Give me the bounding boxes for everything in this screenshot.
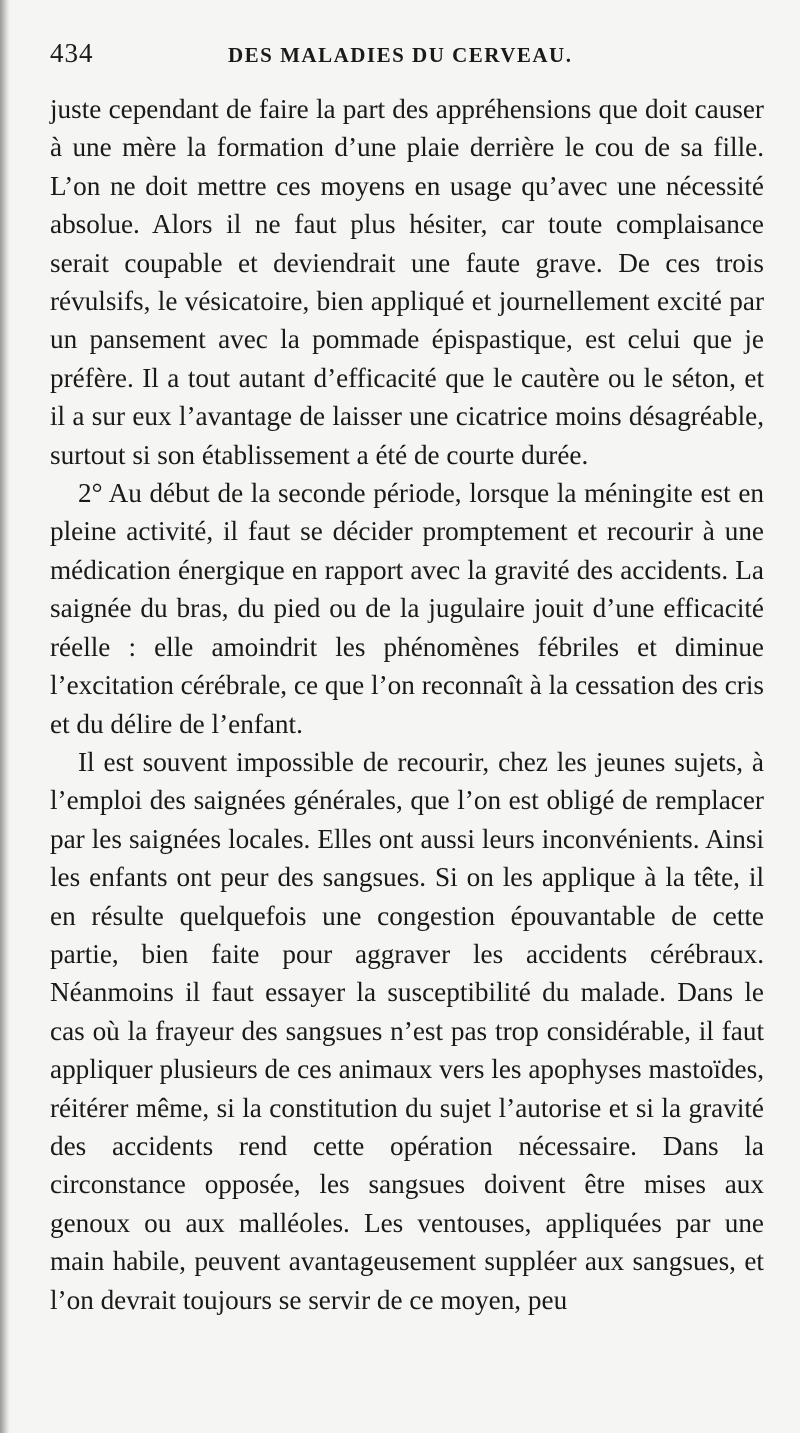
page-gutter-shadow bbox=[0, 0, 10, 1433]
paragraph-3: Il est souvent impossible de recourir, chez les jeunes sujets, à l’emploi des saignées générales, que l’on est obligé de remplacer par les saignées locales. Elles ont aussi leurs inconvénients. Ainsi les enfants ont peur des sangsues. Si on les applique à la tête, il en résulte quelquefois une congestion épouvantable de cette partie, bien faite pour aggraver les accidents cérébraux. Néanmoins il faut essayer la susceptibilité du malade. Dans le cas où la frayeur des sangsues n’est pas trop considérable, il faut appliquer plusieurs de ces animaux vers les apophyses mastoïdes, réitérer même, si la constitution du sujet l’autorise et si la gravité des accidents rend cette opération nécessaire. Dans la circonstance opposée, les sangsues doivent être mises aux genoux ou aux malléoles. Les ventouses, appliquées par une main habile, peuvent avantageusement suppléer aux sangsues, et l’on devrait toujours se servir de ce moyen, peu bbox=[50, 746, 764, 1315]
page-header bbox=[50, 38, 764, 84]
running-title: DES MALADIES DU CERVEAU. bbox=[228, 43, 573, 67]
paragraph-1: juste cependant de faire la part des appréhensions que doit causer à une mère la formation d’une plaie derrière le cou de sa fille. L’on ne doit mettre ces moyens en usage qu’avec une nécessité absolue. Alors il ne faut plus hésiter, car toute complaisance serait coupable et deviendrait une faute grave. De ces trois révulsifs, le vésicatoire, bien appliqué et journellement excité par un pansement avec la pommade épispastique, est celui que je préfère. Il a tout autant d’efficacité que le cautère ou le séton, et il a sur eux l’avantage de laisser une cicatrice moins désagréable, surtout si son établissement a été de courte durée. bbox=[50, 94, 764, 470]
body-text bbox=[50, 90, 764, 1319]
page-number: 434 bbox=[50, 38, 94, 68]
paragraph-2: 2° Au début de la seconde période, lorsque la méningite est en pleine activité, il faut se décider promptement et recourir à une médication énergique en rapport avec la gravité des accidents. La saignée du bras, du pied ou de la jugulaire jouit d’une efficacité réelle : elle amoindrit les phénomènes fébriles et diminue l’excitation cérébrale, ce que l’on reconnaît à la cessation des cris et du délire de l’enfant. bbox=[50, 478, 764, 739]
